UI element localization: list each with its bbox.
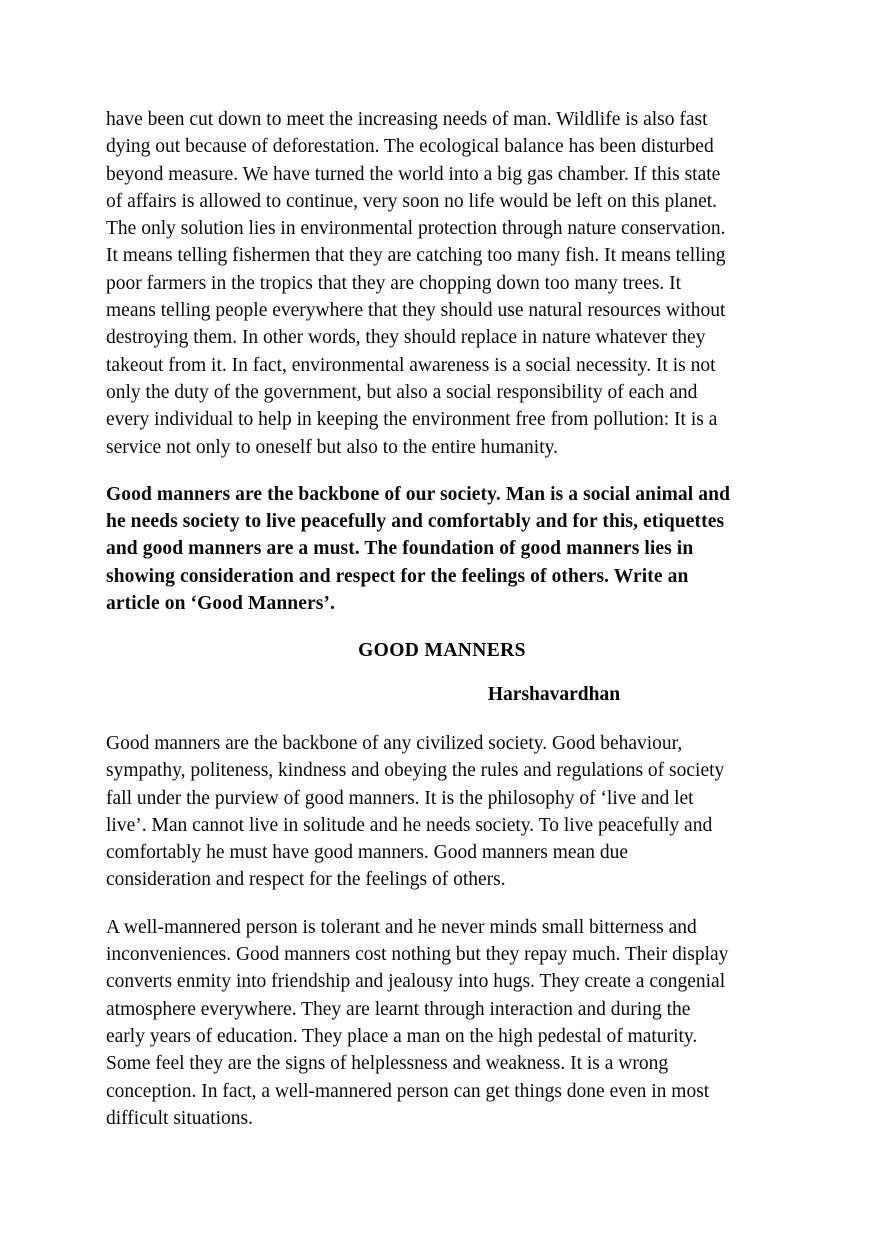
page-content <box>106 106 770 1152</box>
text-line: Some feel they are the signs of helplessness and weakness. It is a wrong <box>106 1053 669 1075</box>
text-line: service not only to oneself but also to the entire humanity. <box>106 436 559 458</box>
paragraph-article-2 <box>106 914 770 1132</box>
text-line: showing consideration and respect for the feelings of others. Write an <box>106 565 689 587</box>
text-line: converts enmity into friendship and jealousy into hugs. They create a congenial <box>106 971 726 993</box>
text-line: means telling people everywhere that they should use natural resources without <box>106 300 726 322</box>
text-line: only the duty of the government, but also a social responsibility of each and <box>106 381 698 403</box>
text-line: Good manners are the backbone of our society. Man is a social animal and <box>106 483 731 505</box>
text-line: Good manners are the backbone of any civilized society. Good behaviour, <box>106 732 683 754</box>
text-line: beyond measure. We have turned the world into a big gas chamber. If this state <box>106 163 721 185</box>
text-line: dying out because of deforestation. The ecological balance has been disturbed <box>106 136 714 158</box>
text-line: sympathy, politeness, kindness and obeying the rules and regulations of society <box>106 760 725 782</box>
text-line: difficult situations. <box>106 1107 253 1129</box>
text-line: comfortably he must have good manners. Good manners mean due <box>106 842 629 864</box>
paragraph-prompt-instruction <box>106 481 770 617</box>
text-line: atmosphere everywhere. They are learnt through interaction and during the <box>106 998 691 1020</box>
text-line: The only solution lies in environmental protection through nature conservation. <box>106 218 726 240</box>
article-byline-block <box>106 681 770 708</box>
text-line: early years of education. They place a man on the high pedestal of maturity. <box>106 1025 698 1047</box>
text-line: article on ‘Good Manners’. <box>106 593 335 615</box>
paragraph-article-1 <box>106 730 770 894</box>
article-title: GOOD MANNERS <box>358 640 526 662</box>
text-line: and good manners are a must. The foundation of good manners lies in <box>106 538 694 560</box>
text-line: live’. Man cannot live in solitude and he needs society. To live peacefully and <box>106 814 713 836</box>
text-line: consideration and respect for the feelings of others. <box>106 869 506 891</box>
text-line: takeout from it. In fact, environmental awareness is a social necessity. It is not <box>106 354 716 376</box>
text-line: poor farmers in the tropics that they are chopping down too many trees. It <box>106 272 682 294</box>
text-line: he needs society to live peacefully and comfortably and for this, etiquettes <box>106 511 725 533</box>
text-line: fall under the purview of good manners. It is the philosophy of ‘live and let <box>106 787 694 809</box>
text-line: A well-mannered person is tolerant and he never minds small bitterness and <box>106 916 697 938</box>
text-line: of affairs is allowed to continue, very soon no life would be left on this planet. <box>106 190 718 212</box>
paragraph-environment-conclusion <box>106 106 770 461</box>
text-line: every individual to help in keeping the environment free from pollution: It is a <box>106 409 718 431</box>
text-line: inconveniences. Good manners cost nothing but they repay much. Their display <box>106 944 729 966</box>
text-line: have been cut down to meet the increasing needs of man. Wildlife is also fast <box>106 109 708 130</box>
article-byline: Harshavardhan <box>487 683 621 705</box>
article-title-block <box>106 637 770 664</box>
text-line: conception. In fact, a well-mannered person can get things done even in most <box>106 1080 710 1102</box>
text-line: destroying them. In other words, they should replace in nature whatever they <box>106 327 706 349</box>
text-line: It means telling fishermen that they are catching too many fish. It means telling <box>106 245 726 267</box>
